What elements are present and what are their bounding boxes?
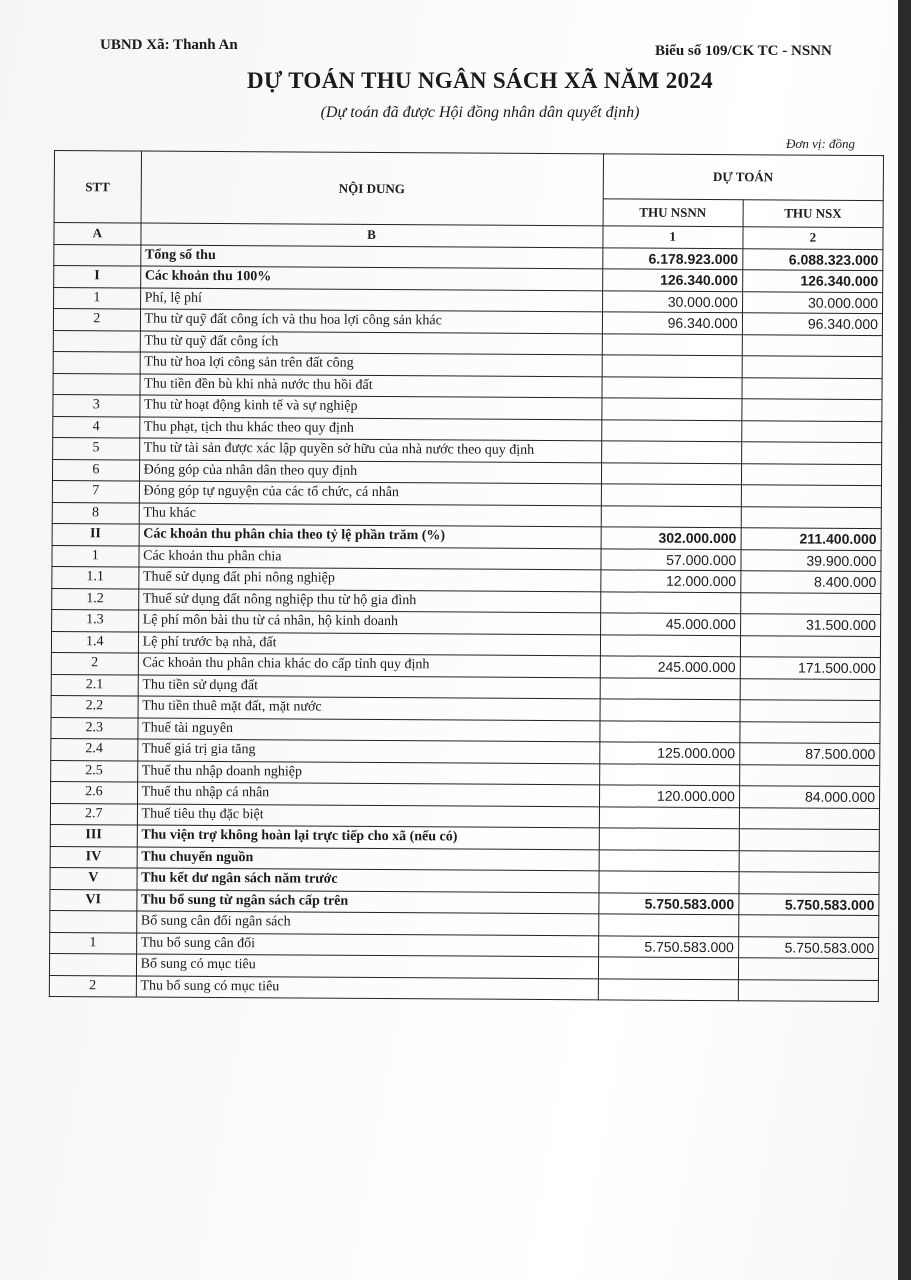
row-thu-nsx: 87.500.000 — [739, 743, 879, 765]
unit-note: Đơn vị: đồng — [786, 136, 856, 151]
row-label: Thuế giá trị gia tăng — [137, 739, 599, 763]
row-thu-nsx: 5.750.583.000 — [739, 893, 879, 915]
row-stt: 4 — [53, 416, 140, 438]
row-thu-nsnn: 30.000.000 — [602, 290, 742, 312]
row-thu-nsx — [739, 829, 879, 851]
row-stt — [53, 330, 140, 352]
row-thu-nsnn: 6.178.923.000 — [602, 247, 742, 269]
row-thu-nsnn: 120.000.000 — [599, 785, 739, 807]
header-content: NỘI DUNG — [141, 151, 603, 226]
row-stt — [53, 373, 140, 395]
row-stt: 1 — [54, 287, 141, 309]
row-stt: 8 — [52, 502, 139, 524]
row-stt — [54, 244, 141, 266]
row-stt: 1.3 — [52, 609, 139, 631]
row-thu-nsnn — [598, 871, 738, 893]
row-thu-nsx — [742, 356, 882, 378]
row-thu-nsnn — [600, 591, 740, 613]
row-label: Các khoản thu 100% — [140, 266, 602, 290]
row-thu-nsnn — [600, 699, 740, 721]
row-thu-nsnn — [601, 484, 741, 506]
row-stt: 2.6 — [51, 781, 138, 803]
row-thu-nsnn — [601, 398, 741, 420]
row-stt: VI — [50, 889, 137, 911]
row-thu-nsx: 31.500.000 — [740, 614, 880, 636]
table-body — [49, 244, 883, 1002]
row-stt: II — [52, 523, 139, 545]
row-stt: 3 — [53, 394, 140, 416]
row-stt: 2.1 — [51, 674, 138, 696]
row-thu-nsnn: 57.000.000 — [600, 548, 740, 570]
row-thu-nsx — [740, 700, 880, 722]
row-stt: III — [50, 824, 137, 846]
header-thu-nsnn: THU NSNN — [603, 199, 743, 227]
row-label: Lệ phí trước bạ nhà, đất — [138, 632, 600, 656]
row-thu-nsx — [741, 463, 881, 485]
index-1: 1 — [602, 226, 742, 248]
row-thu-nsnn: 302.000.000 — [601, 527, 741, 549]
row-thu-nsnn — [600, 634, 740, 656]
row-label: Phí, lệ phí — [140, 288, 602, 312]
document-title: DỰ TOÁN THU NGÂN SÁCH XÃ NĂM 2024 — [247, 68, 713, 93]
row-thu-nsnn — [599, 806, 739, 828]
header-estimate-group: DỰ TOÁN — [603, 154, 884, 201]
row-thu-nsnn — [599, 828, 739, 850]
row-thu-nsx: 84.000.000 — [739, 786, 879, 808]
budget-table — [49, 150, 884, 1002]
row-label: Đóng góp của nhân dân theo quy định — [139, 460, 601, 484]
row-label: Thuế sử dụng đất phi nông nghiệp — [138, 567, 600, 591]
row-thu-nsx: 126.340.000 — [742, 270, 882, 292]
row-stt: 2 — [51, 652, 138, 674]
row-thu-nsx — [742, 399, 882, 421]
header-thu-nsx: THU NSX — [743, 200, 883, 228]
row-stt: 2.7 — [50, 803, 137, 825]
row-thu-nsx — [739, 850, 879, 872]
row-thu-nsx — [740, 721, 880, 743]
row-thu-nsx — [739, 872, 879, 894]
row-thu-nsnn — [599, 849, 739, 871]
row-label: Bổ sung có mục tiêu — [136, 954, 598, 978]
row-thu-nsnn: 45.000.000 — [600, 613, 740, 635]
row-stt: 7 — [52, 480, 139, 502]
row-thu-nsnn — [598, 978, 738, 1000]
row-stt: 2.5 — [51, 760, 138, 782]
row-stt — [49, 953, 136, 975]
row-label: Thu chuyển nguồn — [137, 847, 599, 871]
row-label: Thuế thu nhập cá nhân — [137, 782, 599, 806]
row-stt: 1 — [50, 932, 137, 954]
row-label: Thu tiền thuê mặt đất, mặt nước — [138, 696, 600, 720]
row-thu-nsx: 211.400.000 — [741, 528, 881, 550]
row-thu-nsnn — [601, 441, 741, 463]
row-thu-nsx: 5.750.583.000 — [738, 936, 878, 958]
row-label: Thu từ quỹ đất công ích và thu hoa lợi công sản khác — [140, 309, 602, 333]
row-thu-nsx — [739, 807, 879, 829]
row-stt: I — [54, 266, 141, 288]
row-thu-nsx: 30.000.000 — [742, 291, 882, 313]
row-thu-nsnn — [602, 376, 742, 398]
row-thu-nsx — [741, 485, 881, 507]
row-label: Các khoản thu phân chia khác do cấp tỉnh quy định — [138, 653, 600, 677]
issuer-header: UBND Xã: Thanh An — [100, 37, 238, 53]
row-label: Thu từ tài sản được xác lập quyền sở hữu của nhà nước theo quy định — [139, 438, 601, 462]
row-stt: 1.4 — [51, 631, 138, 653]
form-number: Biểu số 109/CK TC - NSNN — [655, 43, 832, 59]
row-stt: V — [50, 867, 137, 889]
index-a: A — [54, 223, 141, 245]
row-label: Thu viện trợ không hoàn lại trực tiếp cho xã (nếu có) — [137, 825, 599, 849]
row-thu-nsnn — [602, 355, 742, 377]
row-label: Tổng số thu — [140, 245, 602, 269]
row-stt: 1 — [52, 545, 139, 567]
row-label: Thu từ hoạt động kinh tế và sự nghiệp — [139, 395, 601, 419]
row-thu-nsx — [741, 506, 881, 528]
row-thu-nsnn — [599, 763, 739, 785]
index-2: 2 — [743, 227, 883, 249]
row-stt: 6 — [52, 459, 139, 481]
row-thu-nsnn — [601, 419, 741, 441]
row-label: Lệ phí môn bài thu từ cá nhân, hộ kinh doanh — [138, 610, 600, 634]
row-label: Thu từ quỹ đất công ích — [140, 331, 602, 355]
row-thu-nsnn — [601, 462, 741, 484]
row-label: Thu bổ sung cân đối — [136, 933, 598, 957]
row-thu-nsx — [738, 958, 878, 980]
row-label: Thu tiền đền bù khi nhà nước thu hồi đất — [140, 374, 602, 398]
row-label: Các khoản thu phân chia — [139, 546, 601, 570]
row-label: Thu kết dư ngân sách năm trước — [137, 868, 599, 892]
row-label: Thuế thu nhập doanh nghiệp — [137, 761, 599, 785]
row-stt: 2 — [49, 975, 136, 997]
row-label: Thu bổ sung có mục tiêu — [136, 976, 598, 1000]
row-thu-nsnn: 245.000.000 — [600, 656, 740, 678]
row-thu-nsnn: 5.750.583.000 — [598, 935, 738, 957]
row-thu-nsx — [741, 442, 881, 464]
row-thu-nsx: 39.900.000 — [741, 549, 881, 571]
row-thu-nsx: 6.088.323.000 — [743, 248, 883, 270]
row-label: Bổ sung cân đối ngân sách — [136, 911, 598, 935]
row-thu-nsnn — [601, 505, 741, 527]
row-stt — [53, 351, 140, 373]
row-thu-nsnn: 5.750.583.000 — [598, 892, 738, 914]
row-stt: 5 — [53, 437, 140, 459]
row-thu-nsx — [742, 334, 882, 356]
row-label: Đóng góp tự nguyện của các tổ chức, cá nhân — [139, 481, 601, 505]
row-thu-nsx — [741, 420, 881, 442]
row-label: Thu tiền sử dụng đất — [138, 675, 600, 699]
document-subtitle: (Dự toán đã được Hội đồng nhân dân quyết định) — [320, 104, 640, 121]
row-thu-nsx: 8.400.000 — [741, 571, 881, 593]
row-stt — [50, 910, 137, 932]
row-stt: 1.1 — [52, 566, 139, 588]
row-thu-nsx — [738, 979, 878, 1001]
index-b: B — [141, 223, 603, 247]
row-stt: 2.3 — [51, 717, 138, 739]
table-row — [49, 975, 878, 1002]
row-label: Thuế tiêu thụ đặc biệt — [137, 804, 599, 828]
row-thu-nsx — [740, 635, 880, 657]
row-label: Thu phạt, tịch thu khác theo quy định — [139, 417, 601, 441]
row-label: Các khoản thu phân chia theo tỷ lệ phần trăm (%) — [139, 524, 601, 548]
row-stt: 2.4 — [51, 738, 138, 760]
row-thu-nsnn: 125.000.000 — [599, 742, 739, 764]
row-stt: 2.2 — [51, 695, 138, 717]
row-label: Thuế sử dụng đất nông nghiệp thu từ hộ gia đình — [138, 589, 600, 613]
row-label: Thu khác — [139, 503, 601, 527]
row-thu-nsnn: 126.340.000 — [602, 269, 742, 291]
row-thu-nsx — [739, 764, 879, 786]
row-label: Thu bổ sung từ ngân sách cấp trên — [136, 890, 598, 914]
row-thu-nsx — [740, 592, 880, 614]
row-stt: 2 — [53, 309, 140, 331]
row-stt: IV — [50, 846, 137, 868]
row-stt: 1.2 — [52, 588, 139, 610]
row-thu-nsnn — [602, 333, 742, 355]
row-thu-nsnn — [598, 957, 738, 979]
row-thu-nsnn — [600, 677, 740, 699]
row-thu-nsnn — [598, 914, 738, 936]
row-thu-nsx — [738, 915, 878, 937]
row-thu-nsx: 171.500.000 — [740, 657, 880, 679]
row-label: Thu từ hoa lợi công sản trên đất công — [140, 352, 602, 376]
row-thu-nsnn: 12.000.000 — [600, 570, 740, 592]
header-stt: STT — [54, 151, 141, 224]
row-thu-nsx — [740, 678, 880, 700]
row-thu-nsx — [742, 377, 882, 399]
row-label: Thuế tài nguyên — [138, 718, 600, 742]
row-thu-nsnn: 96.340.000 — [602, 312, 742, 334]
row-thu-nsnn — [599, 720, 739, 742]
row-thu-nsx: 96.340.000 — [742, 313, 882, 335]
